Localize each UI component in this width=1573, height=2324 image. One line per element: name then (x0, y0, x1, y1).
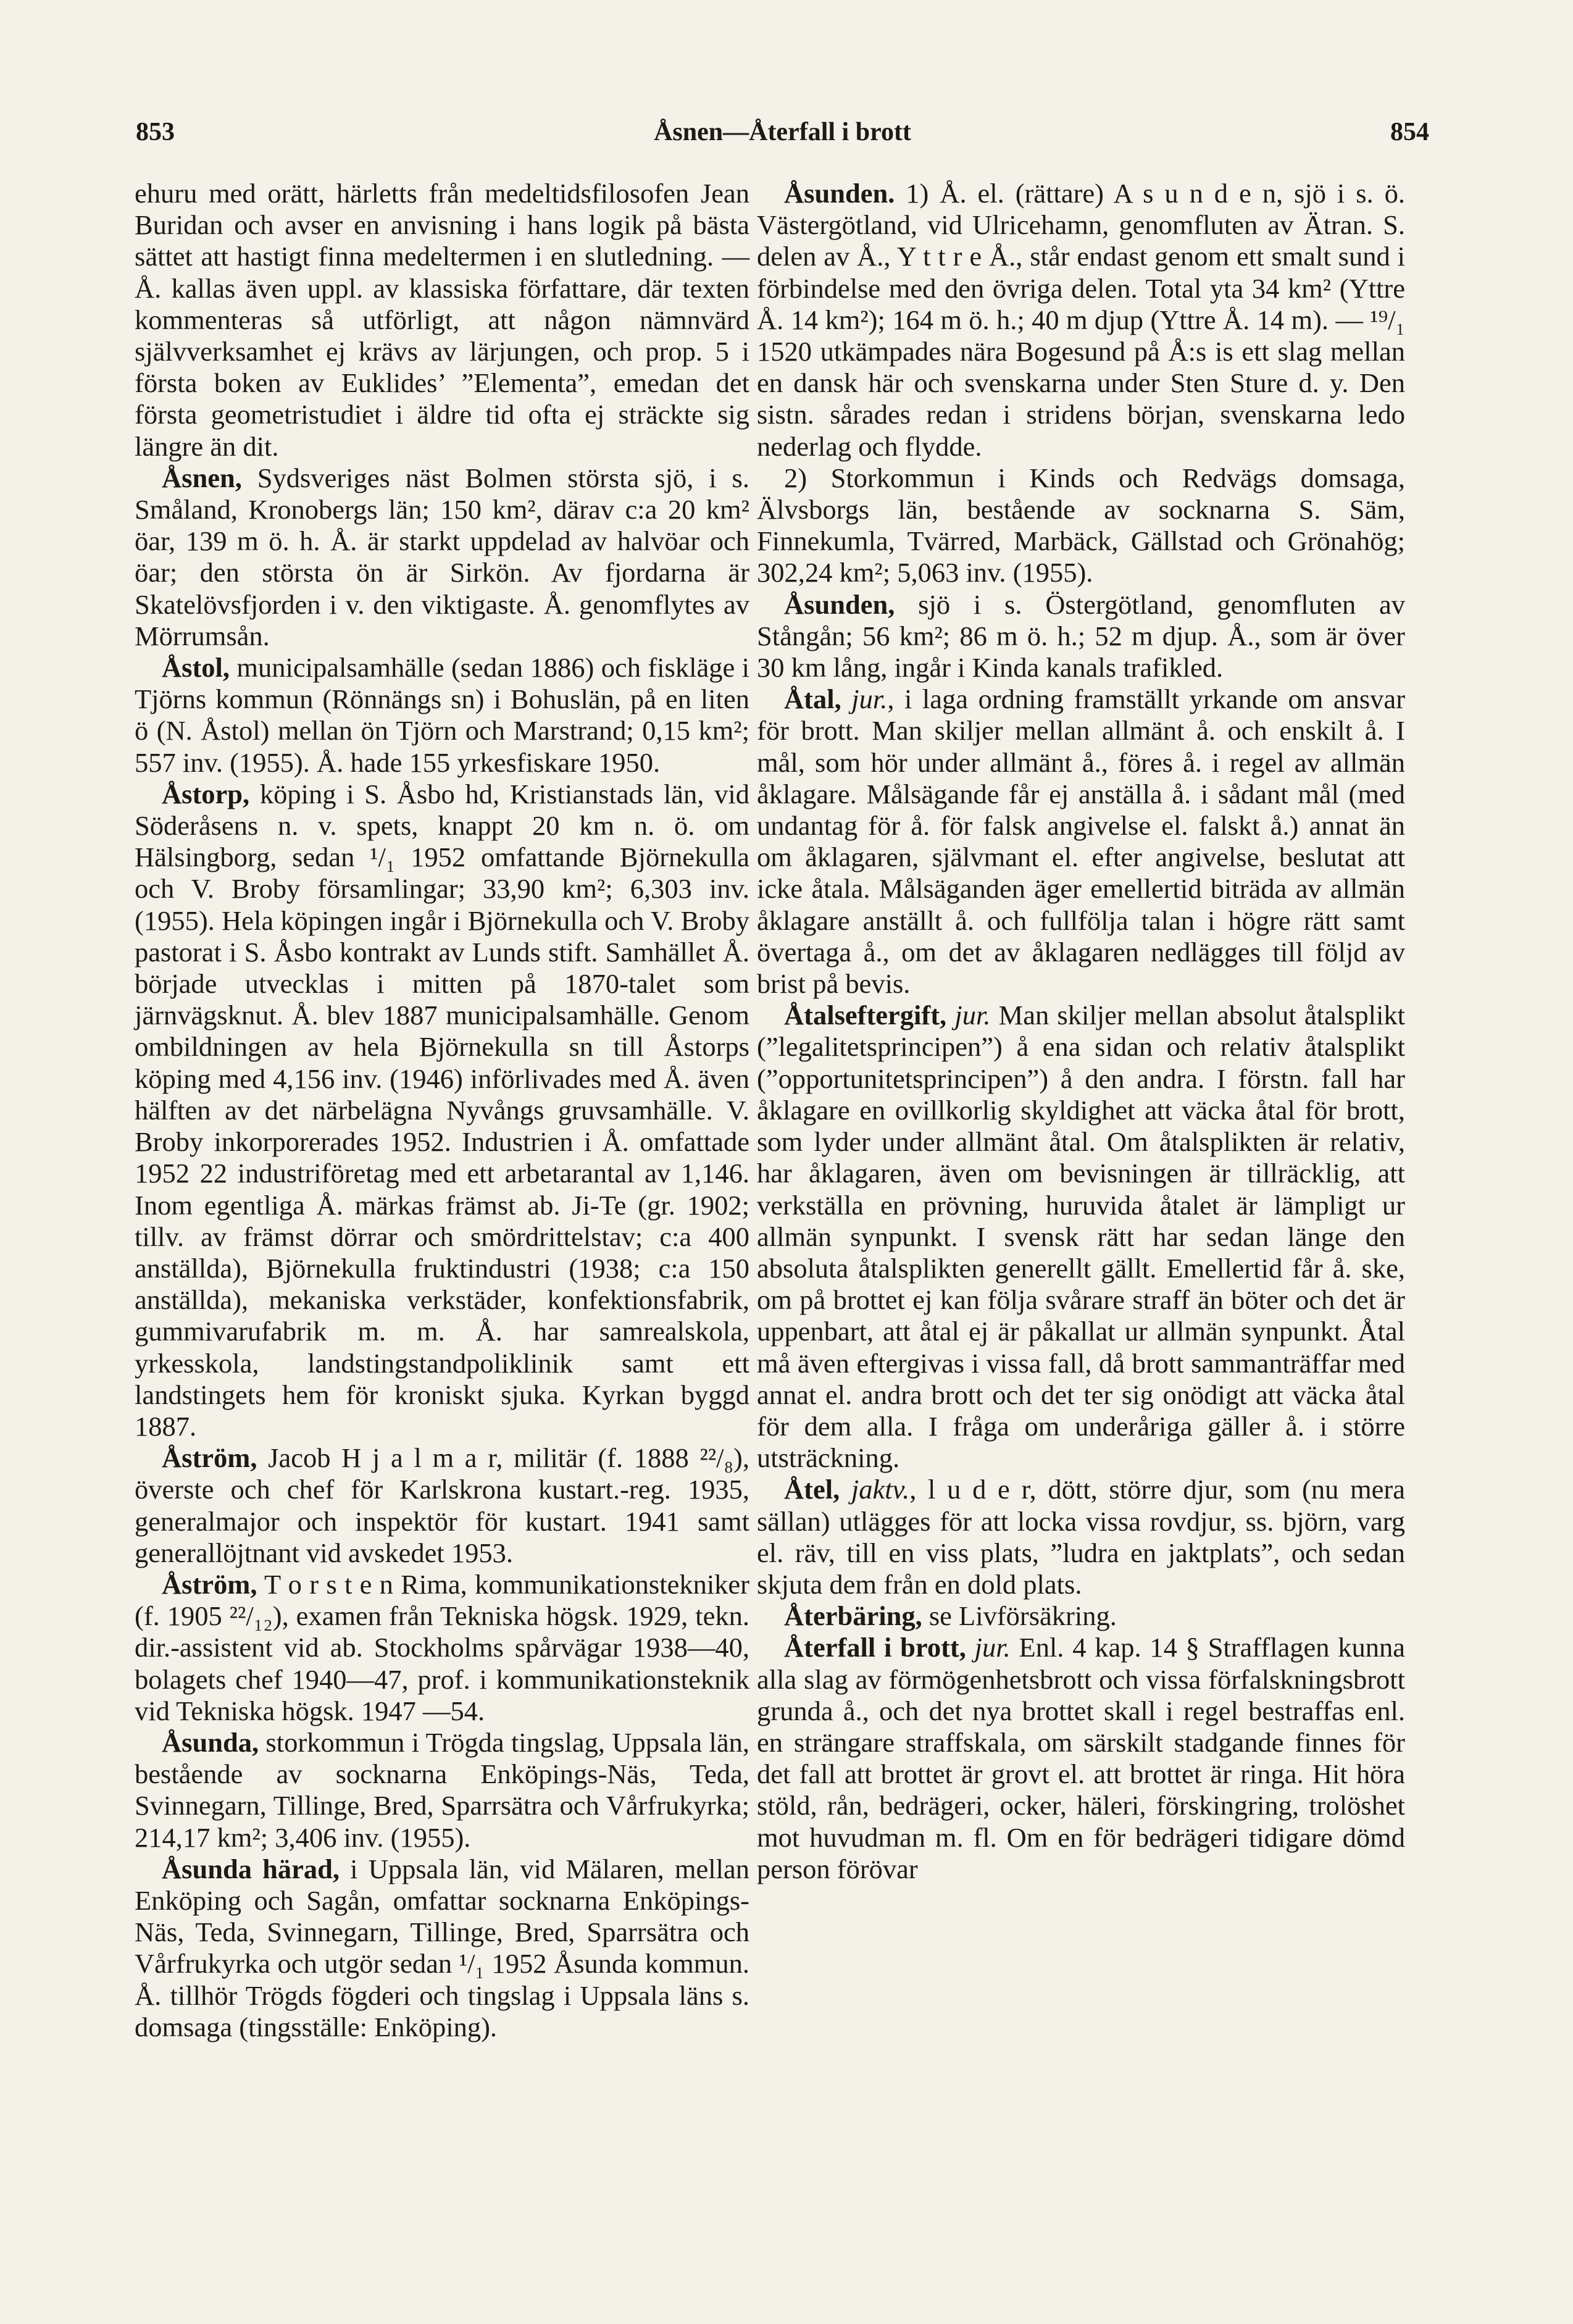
page-number-right: 854 (1390, 118, 1429, 146)
entry-headword: Åsunda, (162, 1726, 259, 1758)
entry-text: Jacob H j a l m a r, militär (f. 1888 ²²/₈), överste och chef för Karlskrona kustart.-reg. 1935, generalmajor och inspektör för kustart. 1941 samt generallöjtnant vid avskedet 1953. (135, 1442, 749, 1568)
entry-atel (757, 1474, 1405, 1600)
entry-astrom-hjalmar (135, 1442, 749, 1569)
page-number-left: 853 (136, 118, 175, 146)
entry-astorp (135, 779, 749, 1442)
entry-aterfall-i-brott (757, 1632, 1405, 1885)
entry-text: sjö i s. Östergötland, genomfluten av Stångån; 56 km²; 86 m ö. h.; 52 m djup. Å., som är över 30 km lång, ingår i Kinda kanals trafikled. (757, 588, 1405, 683)
entry-astol (135, 652, 749, 779)
entry-headword: Åsnen, (162, 462, 242, 493)
entry-headword: Åtal, (784, 683, 841, 715)
entry-text: 2) Storkommun i Kinds och Redvägs domsaga, Älvsborgs län, bestående av socknarna S. Säm, Finnekumla, Tvärred, Marbäck, Gällstad och Grönahög; 302,24 km²; 5,063 inv. (1955). (757, 462, 1405, 588)
running-head: Åsnen—Återfall i brott (654, 118, 911, 146)
left-column (135, 178, 749, 2043)
entry-headword: Åtel, (784, 1474, 840, 1505)
entry-text: , i laga ordning framställt yrkande om ansvar för brott. Man skiljer mellan allmänt å. och enskilt å. I mål, som hör under allmänt å., föres å. i regel av allmän åklagare. Målsägande får ej anställa å. i sådant mål (med undantag för å. för falsk angivelse el. falskt å.) annat än om åklagaren, självmant el. efter angivelse, beslutat att icke åtala. Målsäganden äger emellertid biträda av allmän åklagare anställt å. och fullfölja talan i högre rätt samt övertaga å., om det av åklagaren nedlägges till följd av brist på bevis. (757, 683, 1406, 1000)
entry-field-label: jaktv. (851, 1474, 910, 1505)
entry-headword: Åstorp, (162, 778, 250, 809)
entry-aterbaring (757, 1600, 1405, 1632)
entry-headword: Åstol, (162, 652, 230, 683)
entry-asnen (135, 462, 749, 652)
entry-headword: Återfall i brott, (784, 1632, 966, 1663)
entry-headword: Åström, (162, 1442, 257, 1474)
entry-asunda-harad (135, 1854, 749, 2043)
entry-text: köping i S. Åsbo hd, Kristianstads län, vid Söderåsens n. v. spets, knappt 20 km n. ö. om Hälsingborg, sedan ¹/₁ 1952 omfattande Björnekulla och V. Broby församlingar; 33,90 km²; 6,303 inv. (1955). Hela köpingen ingår i Björnekulla och V. Broby pastorat i S. Åsbo kontrakt av Lunds stift. Samhället Å. började utvecklas i mitten på 1870-talet som järnvägsknut. Å. blev 1887 municipalsamhälle. Genom ombildningen av hela Björnekulla sn till Åstorps köping med 4,156 inv. (1946) införlivades med Å. även hälften av det närbelägna Nyvångs gruvsamhälle. V. Broby inkorporerades 1952. Industrien i Å. omfattade 1952 22 industriföretag med ett arbetarantal av 1,146. Inom egentliga Å. märkas främst ab. Ji-Te (gr. 1902; tillv. av främst dörrar och smördrittelstav; c:a 400 anställda), Björnekulla fruktindustri (1938; c:a 150 anställda), mekaniska verkstäder, konfektionsfabrik, gummivarufabrik m. m. Å. har samrealskola, yrkesskola, landstingstandpoliklinik samt ett landstingets hem för kroniskt sjuka. Kyrkan byggd 1887. (135, 778, 749, 1442)
entry-field-label: jur. (851, 683, 888, 715)
entry-atal (757, 683, 1405, 1000)
entry-text: se Livförsäkring. (922, 1600, 1117, 1632)
page-header (136, 117, 1429, 161)
entry-text: T o r s t e n Rima, kommunikationstekniker (f. 1905 ²²/₁₂), examen från Tekniska högsk. 1929, tekn. dir.-assistent vid ab. Stockholms spårvägar 1938—40, bolagets chef 1940—47, prof. i kommunikationsteknik vid Tekniska högsk. 1947 —54. (135, 1568, 749, 1726)
entry-asunden-1 (757, 178, 1405, 462)
entry-asunden-ostergotland (757, 589, 1405, 684)
entry-asunda (135, 1727, 749, 1854)
entry-headword: Återbäring, (784, 1600, 922, 1632)
entry-astrom-torsten (135, 1569, 749, 1727)
entry-text: ehuru med orätt, härletts från medeltidsfilosofen Jean Buridan och avser en anvisning i hans logik på bästa sättet att hastigt finna medeltermen i en slutledning. — Å. kallas även uppl. av klassiska författare, där texten kommenteras så utförligt, att någon nämnvärd självverksamhet ej krävs av lärjungen, och prop. 5 i första boken av Euklides’ ”Elementa”, emedan det första geometristudiet i äldre tid ofta ej sträckte sig längre än dit. (135, 178, 749, 462)
entry-field-label: jur. (954, 1000, 991, 1031)
entry-asunden-2 (757, 462, 1405, 589)
entry-text: storkommun i Trögda tingslag, Uppsala län, bestående av socknarna Enköpings-Näs, Teda, Svinnegarn, Tillinge, Bred, Sparrsätra och Vårfrukyrka; 214,17 km²; 3,406 inv. (1955). (135, 1726, 749, 1853)
entry-text: , l u d e r, dött, större djur, som (nu mera sällan) utlägges för att locka vissa rovdjur, ss. björn, varg el. räv, till en viss plats, ”ludra en jaktplats”, och sedan skjuta dem från en dold plats. (757, 1474, 1405, 1600)
entry-headword: Åtalseftergift, (784, 1000, 947, 1031)
entry-text: Enl. 4 kap. 14 § Strafflagen kunna alla slag av förmögenhetsbrott och vissa förfalskningsbrott grunda å., och det nya brottet skall i regel bestraffas enl. en strängare straffskala, om särskilt stadgande finnes för det fall att brottet är grovt el. att brottet är ringa. Hit höra stöld, rån, bedrägeri, ocker, häleri, förskingring, trolöshet mot huvudman m. fl. Om en för bedrägeri tidigare dömd person förövar (757, 1632, 1406, 1884)
entry-headword: Åström, (162, 1568, 257, 1600)
right-column (757, 178, 1405, 1885)
entry-text: 1) Å. el. (rättare) A s u n d e n, sjö i s. ö. Västergötland, vid Ulricehamn, genomfluten av Ätran. S. delen av Å., Y t t r e Å., står endast genom ett smalt sund i förbindelse med den övriga delen. Total yta 34 km² (Yttre Å. 14 km²); 164 m ö. h.; 40 m djup (Yttre Å. 14 m). — ¹⁹/₁ 1520 utkämpades nära Bogesund på Å:s is ett slag mellan en dansk här och svenskarna under Sten Sture d. y. Den sistn. sårades redan i stridens början, svenskarna ledo nederlag och flydde. (757, 178, 1405, 462)
entry-field-label: jur. (974, 1632, 1011, 1663)
entry-headword: Åsunda härad, (162, 1853, 340, 1884)
entry-atalseftergift (757, 1000, 1405, 1474)
entry-text: i Uppsala län, vid Mälaren, mellan Enköping och Sagån, omfattar socknarna Enköpings-Näs, Teda, Svinnegarn, Tillinge, Bred, Sparrsätra och Vårfrukyrka och utgör sedan ¹/₁ 1952 Åsunda kommun. Å. tillhör Trögds fögderi och tingslag i Uppsala läns s. domsaga (tingsställe: Enköping). (135, 1853, 749, 2042)
entry-text: Man skiljer mellan absolut åtalsplikt (”legalitetsprincipen”) å ena sidan och relativ åtalsplikt (”opportunitetsprincipen”) å den andra. I förstn. fall har åklagare en ovillkorlig skyldighet att väcka åtal för brott, som lyder under allmänt åtal. Om åtalsplikten är relativ, har åklagaren, även om bevisningen är tillräcklig, att verkställa en prövning, huruvida åtalet är lämpligt ur allmän synpunkt. I svensk rätt har sedan länge den absoluta åtalsplikten generellt gällt. Emellertid får å. ske, om på brottet ej kan följa svårare straff än böter och det är uppenbart, att åtal ej är påkallat ur allmän synpunkt. Åtal må även eftergivas i vissa fall, då brott sammanträffar med annat el. andra brott och det ter sig onödigt att väcka åtal för dem alla. I fråga om underåriga gäller å. i större utsträckning. (757, 1000, 1406, 1474)
entry-text: Sydsveriges näst Bolmen största sjö, i s. Småland, Kronobergs län; 150 km², därav c:a 20 km² öar, 139 m ö. h. Å. är starkt uppdelad av halvöar och öar; den största ön är Sirkön. Av fjordarna är Skatelövsfjorden i v. den viktigaste. Å. genomflytes av Mörrumsån. (135, 462, 749, 651)
entry-headword: Åsunden. (784, 178, 895, 209)
entry-text: municipalsamhälle (sedan 1886) och fiskläge i Tjörns kommun (Rönnängs sn) i Bohuslän, på en liten ö (N. Åstol) mellan ön Tjörn och Marstrand; 0,15 km²; 557 inv. (1955). Å. hade 155 yrkesfiskare 1950. (135, 652, 749, 778)
entry-continuation (135, 178, 749, 462)
entry-headword: Åsunden, (784, 588, 895, 620)
